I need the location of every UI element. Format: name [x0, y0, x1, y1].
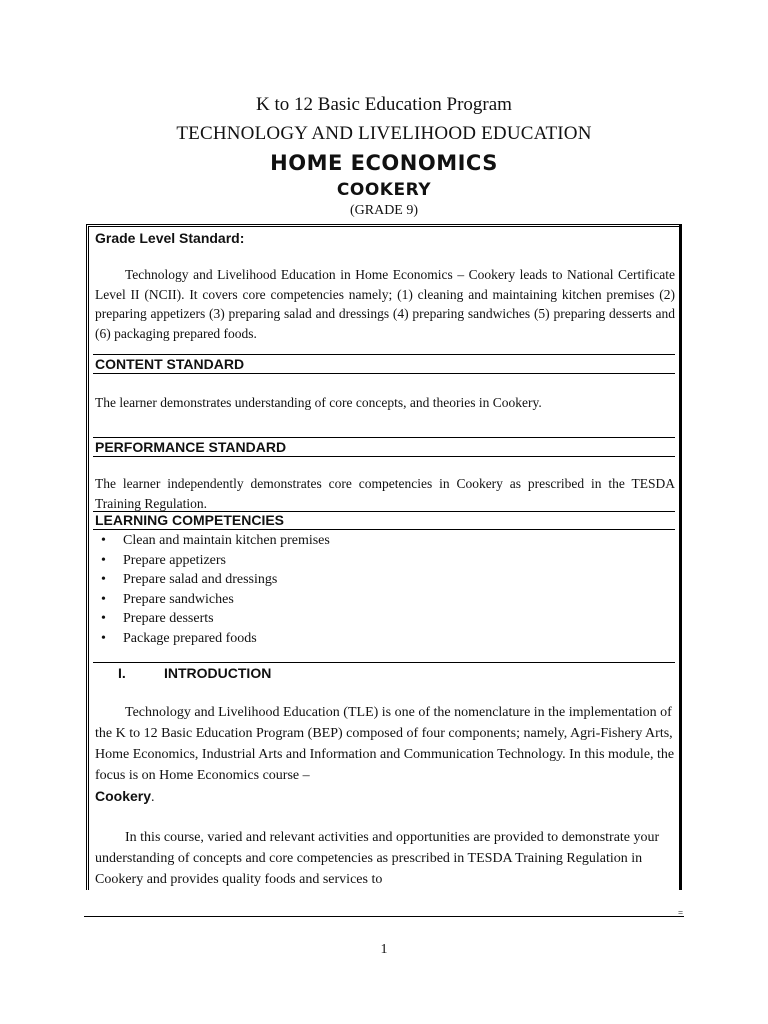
divider: [93, 662, 675, 663]
list-item: • Package prepared foods: [95, 629, 330, 649]
section-title: INTRODUCTION: [164, 665, 272, 681]
list-item: • Prepare salad and dressings: [95, 570, 330, 590]
list-item: • Prepare appetizers: [95, 551, 330, 571]
competency-list: [95, 531, 330, 648]
subject-title: TECHNOLOGY AND LIVELIHOOD EDUCATION: [176, 123, 592, 144]
footer-rule: [84, 916, 684, 917]
introduction-heading: [118, 665, 271, 681]
course-title: HOME ECONOMICS: [270, 151, 498, 175]
divider: [93, 354, 675, 355]
grade-label: (GRADE 9): [349, 203, 419, 218]
grade-level-heading: Grade Level Standard:: [95, 230, 245, 246]
frame-border-right: [679, 224, 682, 890]
list-item: • Clean and maintain kitchen premises: [95, 531, 330, 551]
footer-mark: =: [678, 908, 684, 918]
intro-period: .: [151, 790, 155, 805]
program-title: K to 12 Basic Education Program: [256, 94, 512, 115]
divider: [93, 529, 675, 530]
page-number: 1: [380, 942, 388, 957]
grade-level-text: Technology and Livelihood Education in Home Economics – Cookery leads to National Certificate Level II (NCII). It covers core competencies namely; (1) cleaning and maintaining kitchen premises (2) preparing appetizers (3) preparing salad and dressings (4) preparing sandwiches (5) preparing desserts and (6) packaging prepared foods.: [95, 267, 675, 341]
divider: [93, 456, 675, 457]
performance-standard-heading: PERFORMANCE STANDARD: [95, 439, 287, 455]
list-item: • Prepare sandwiches: [95, 590, 330, 610]
content-standard-text: The learner demonstrates understanding of core concepts, and theories in Cookery.: [95, 395, 542, 410]
intro-text: Technology and Livelihood Education (TLE) is one of the nomenclature in the implementation of the K to 12 Basic Education Program (BEP) composed of four components; namely, Agri-Fishery Arts, Home Economics, Industrial Arts and Information and Communication Technology. In this module, the focus is on Home Economics course –: [95, 705, 675, 783]
list-item: • Prepare desserts: [95, 609, 330, 629]
divider: [93, 437, 675, 438]
content-standard-heading: CONTENT STANDARD: [95, 356, 245, 372]
section-number: I.: [118, 665, 126, 681]
introduction-paragraph-1: [95, 702, 675, 808]
module-title: COOKERY: [336, 180, 432, 200]
introduction-paragraph-2: In this course, varied and relevant activities and opportunities are provided to demonstrate your understanding of concepts and core competencies as prescribed in TESDA Training Regulation in Cookery and provides quality foods and services to: [95, 830, 660, 887]
intro-bold-text: Cookery: [95, 788, 152, 804]
performance-standard-text: The learner independently demonstrates core competencies in Cookery as prescribed in the TESDA Training Regulation.: [95, 476, 675, 511]
learning-competencies-heading: LEARNING COMPETENCIES: [95, 512, 285, 528]
divider: [93, 373, 675, 374]
